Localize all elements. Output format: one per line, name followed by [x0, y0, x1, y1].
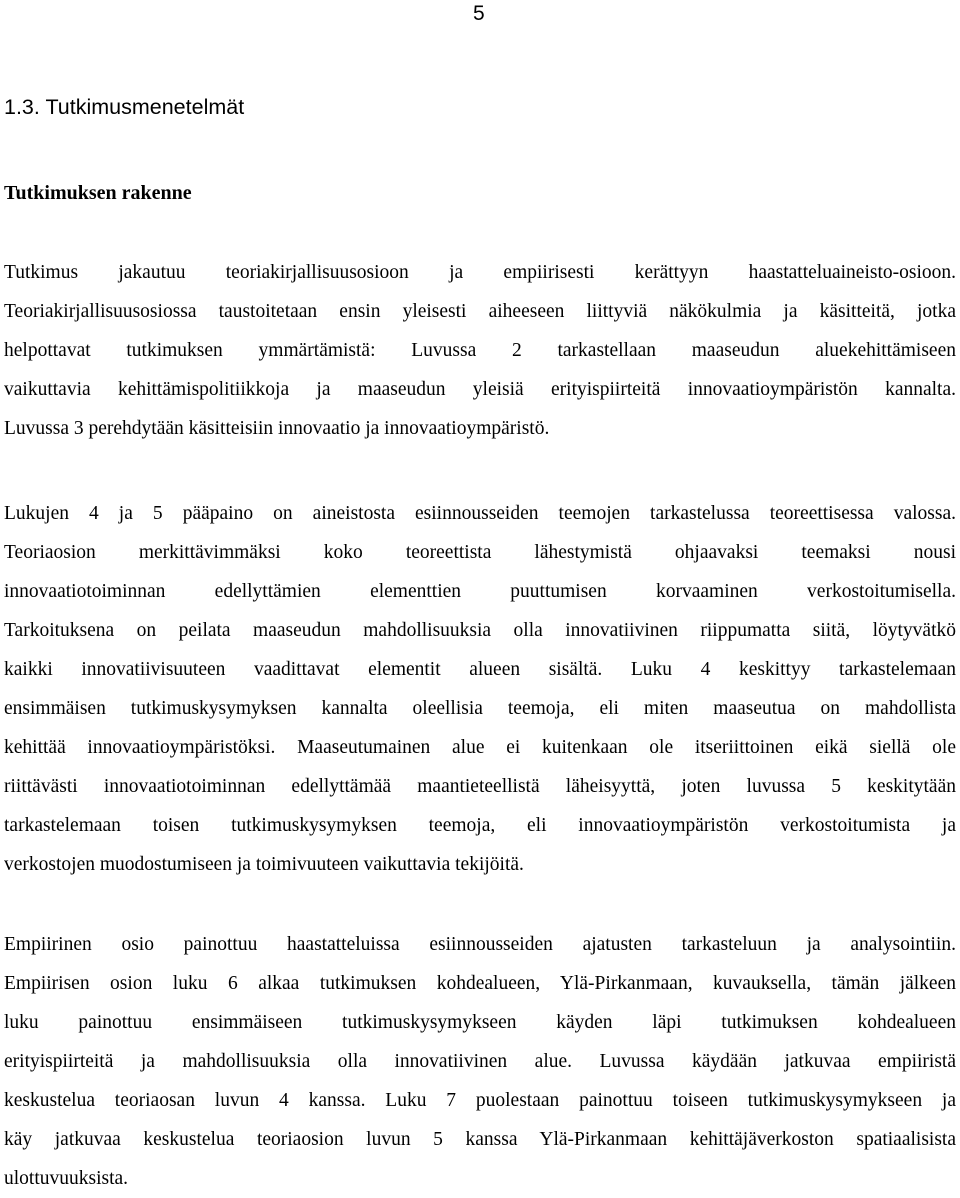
paragraph-line: kehittää innovaatioympäristöksi. Maaseutumainen alue ei kuitenkaan ole itseriittoinen eikä siellä ole — [4, 737, 956, 758]
paragraph-line: Lukujen 4 ja 5 pääpaino on aineistosta esiinnousseiden teemojen tarkastelussa teoreettisessa valossa. — [4, 503, 956, 524]
paragraph-line: riittävästi innovaatiotoiminnan edellyttämää maantieteellistä läheisyyttä, joten luvussa 5 keskitytään — [4, 776, 956, 797]
paragraph-line: Teoriakirjallisuusosiossa taustoitetaan ensin yleisesti aiheeseen liittyviä näkökulmia ja käsitteitä, jotka — [4, 301, 956, 322]
paragraph-line: Empiirisen osion luku 6 alkaa tutkimuksen kohdealueen, Ylä-Pirkanmaan, kuvauksella, tämän jälkeen — [4, 973, 956, 994]
paragraph-line: Luvussa 3 perehdytään käsitteisiin innovaatio ja innovaatioympäristö. — [4, 418, 550, 439]
paragraph-line: Tarkoituksena on peilata maaseudun mahdollisuuksia olla innovatiivinen riippumatta siitä, löytyvätkö — [4, 620, 956, 641]
paragraph-line: ulottuvuuksista. — [4, 1168, 129, 1189]
paragraph-line: keskustelua teoriaosan luvun 4 kanssa. Luku 7 puolestaan painottuu toiseen tutkimuskysymykseen ja — [4, 1090, 956, 1111]
paragraph-line: helpottavat tutkimuksen ymmärtämistä: Luvussa 2 tarkastellaan maaseudun aluekehittämiseen — [4, 340, 956, 361]
paragraph-line: käy jatkuvaa keskustelua teoriaosion luvun 5 kanssa Ylä-Pirkanmaan kehittäjäverkoston spatiaalisista — [4, 1129, 956, 1150]
paragraph-line: erityispiirteitä ja mahdollisuuksia olla innovatiivinen alue. Luvussa käydään jatkuvaa empiiristä — [4, 1051, 956, 1072]
paragraph-empirical — [4, 925, 956, 1198]
paragraph-line: kaikki innovatiivisuuteen vaadittavat elementit alueen sisältä. Luku 4 keskittyy tarkastelemaan — [4, 659, 956, 680]
paragraph-line: vaikuttavia kehittämispolitiikkoja ja maaseudun yleisiä erityispiirteitä innovaatioympäristön kannalta. — [4, 379, 956, 400]
paragraph-structure — [4, 253, 956, 448]
paragraph-line: tarkastelemaan toisen tutkimuskysymyksen teemoja, eli innovaatioympäristön verkostoitumista ja — [4, 815, 956, 836]
paragraph-line: verkostojen muodostumiseen ja toimivuuteen vaikuttavia tekijöitä. — [4, 854, 524, 875]
paragraph-line: innovaatiotoiminnan edellyttämien elementtien puuttumisen korvaaminen verkostoitumisella. — [4, 581, 956, 602]
section-heading: 1.3. Tutkimusmenetelmät — [4, 95, 245, 119]
paragraph-line: ensimmäisen tutkimuskysymyksen kannalta oleellisia teemoja, eli miten maaseutua on mahdollista — [4, 698, 956, 719]
paragraph-theory — [4, 494, 956, 884]
paragraph-line: luku painottuu ensimmäiseen tutkimuskysymykseen käyden läpi tutkimuksen kohdealueen — [4, 1012, 956, 1033]
page-number: 5 — [473, 2, 485, 25]
paragraph-line: Tutkimus jakautuu teoriakirjallisuusosioon ja empiirisesti kerättyyn haastatteluaineisto-osioon. — [4, 262, 956, 283]
paragraph-line: Empiirinen osio painottuu haastatteluissa esiinnousseiden ajatusten tarkasteluun ja analysointiin. — [4, 934, 956, 955]
paragraph-line: Teoriaosion merkittävimmäksi koko teoreettista lähestymistä ohjaavaksi teemaksi nousi — [4, 542, 956, 563]
sub-heading: Tutkimuksen rakenne — [4, 182, 192, 204]
